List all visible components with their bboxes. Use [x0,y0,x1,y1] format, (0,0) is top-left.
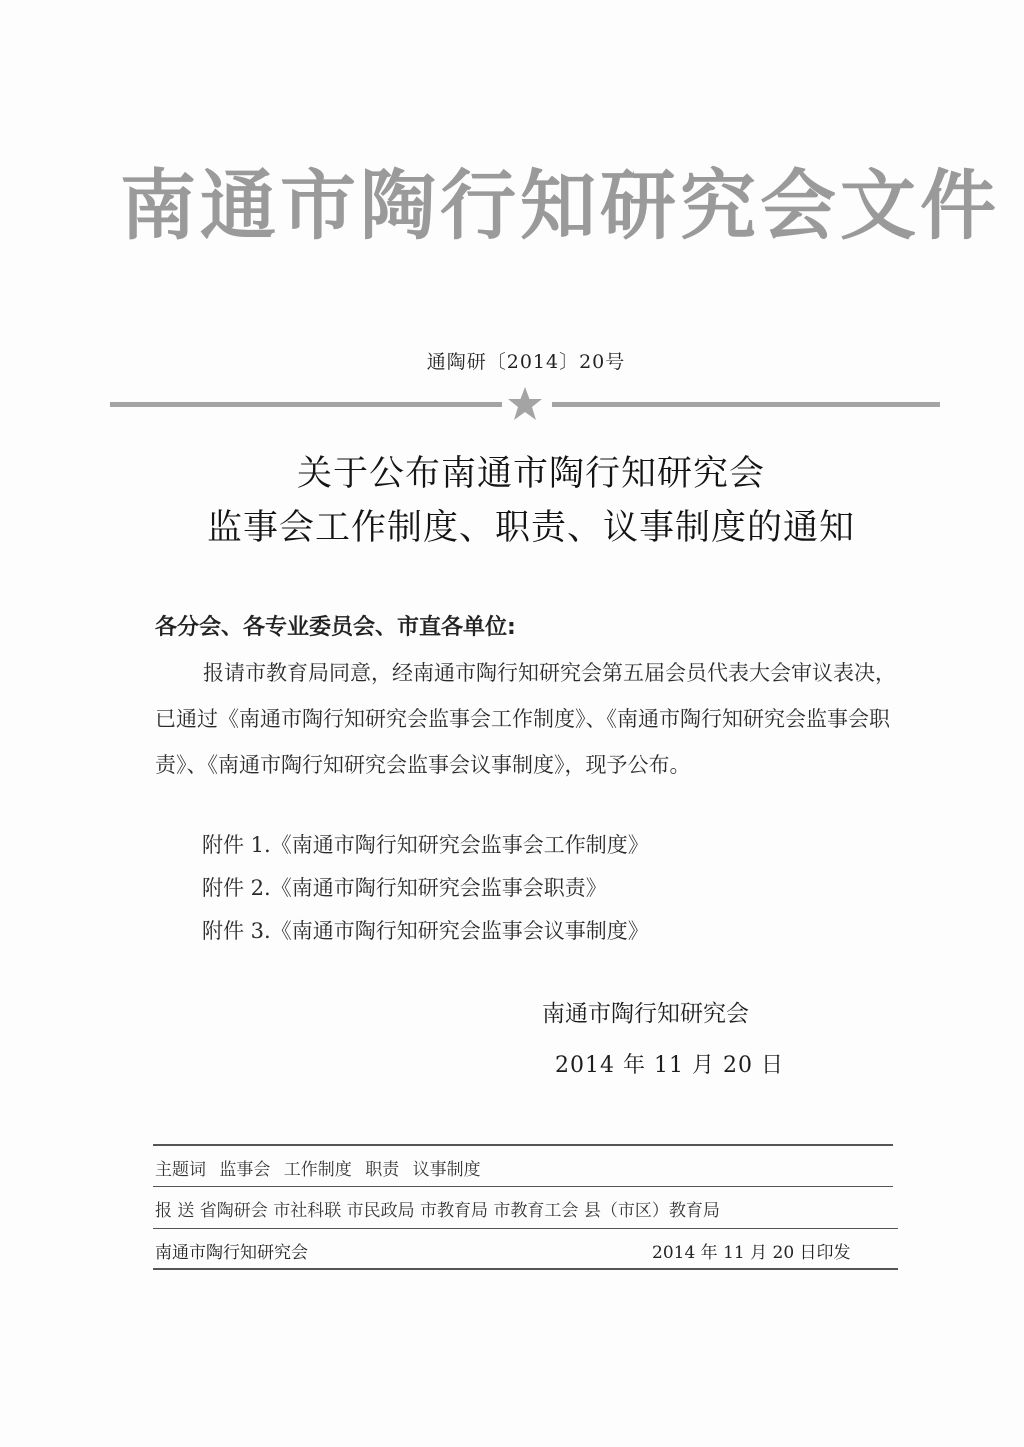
signature-organization: 南通市陶行知研究会 [542,1001,749,1027]
footer-print-date: 2014 年 11 月 20 日印发 [652,1243,851,1263]
footer-recipients: 报 送 省陶研会 市社科联 市民政局 市教育局 市教育工会 县（市区）教育局 [155,1201,720,1221]
footer-divider [153,1186,893,1187]
header-rule-right [552,402,940,407]
notice-title-line-2: 监事会工作制度、职责、议事制度的通知 [206,508,855,548]
notice-title-line-1: 关于公布南通市陶行知研究会 [296,454,765,494]
star-icon [505,384,545,424]
attachment-item: 附件 3.《南通市陶行知研究会监事会议事制度》 [202,919,649,943]
footer-divider [153,1228,898,1229]
footer-divider [153,1268,898,1270]
attachment-item: 附件 1.《南通市陶行知研究会监事会工作制度》 [202,833,649,857]
document-header-title: 南通市陶行知研究会文件 [120,161,1000,250]
footer-issuer: 南通市陶行知研究会 [155,1243,308,1263]
footer-keywords: 主题词 监事会 工作制度 职责 议事制度 [155,1160,481,1180]
attachment-item: 附件 2.《南通市陶行知研究会监事会职责》 [202,876,607,900]
notice-body: 报请市教育局同意，经南通市陶行知研究会第五届会员代表大会审议表决，已通过《南通市陶行知研究会监事会工作制度》、《南通市陶行知研究会监事会职责》、《南通市陶行知研究会监事会议事制度》，现予公布。 [155,661,896,777]
signature-date: 2014 年 11 月 20 日 [555,1053,784,1078]
document-number: 通陶研〔2014〕20号 [426,351,626,373]
salutation: 各分会、各专业委员会、市直各单位: [155,615,516,640]
footer-divider [153,1144,893,1146]
header-rule-left [110,402,502,407]
